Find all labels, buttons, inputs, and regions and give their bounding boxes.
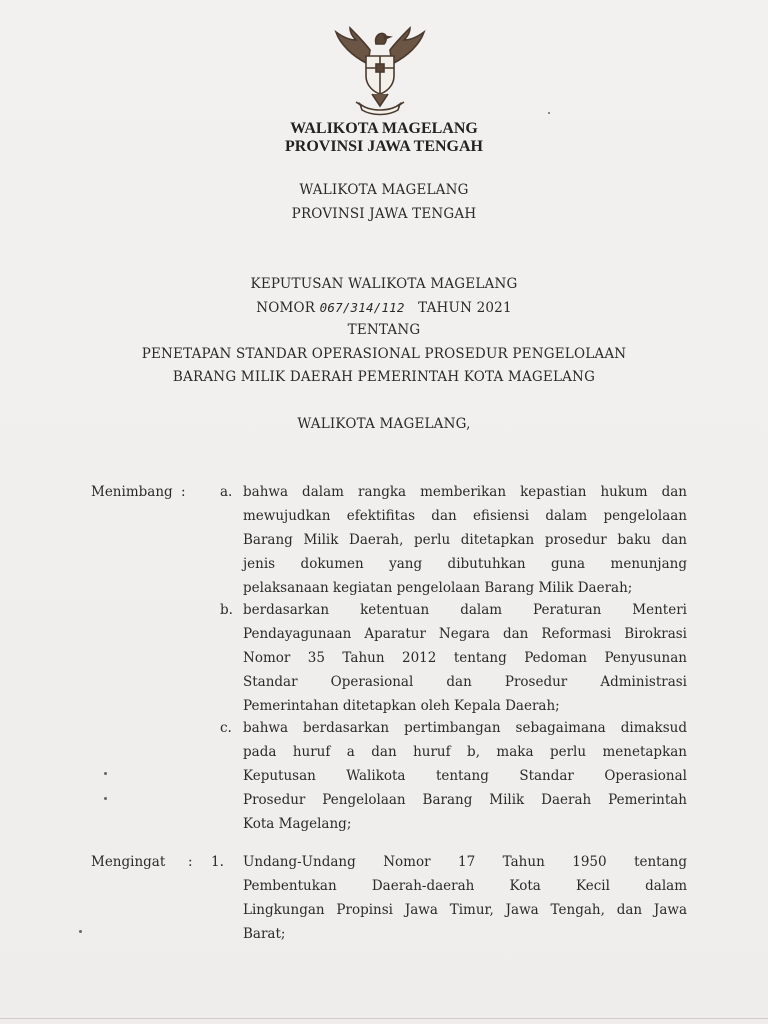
mengingat-label: Mengingat: [91, 854, 166, 870]
item-b-line-4: Standar Operasional dan Prosedur Administrasi: [243, 674, 687, 690]
scan-speck: [104, 797, 107, 800]
nomor-label: NOMOR: [256, 300, 316, 316]
item-b-marker: b.: [220, 602, 233, 618]
tahun-label: TAHUN 2021: [418, 300, 512, 316]
scan-speck: [79, 930, 82, 933]
item-a-line-5: pelaksanaan kegiatan pengelolaan Barang Milik Daerah;: [243, 580, 633, 596]
item-b-line-1: berdasarkan ketentuan dalam Peraturan Menteri: [243, 602, 687, 618]
item-1-marker: 1.: [211, 854, 224, 870]
item-c-line-3: Keputusan Walikota tentang Standar Operasional: [243, 768, 687, 784]
scan-speck: [548, 112, 550, 114]
mengingat-colon: :: [188, 854, 193, 870]
nomor-value: 067/314/112: [319, 300, 405, 315]
decree-subject-1: PENETAPAN STANDAR OPERASIONAL PROSEDUR PENGELOLAAN: [141, 346, 627, 362]
decree-title: KEPUTUSAN WALIKOTA MAGELANG: [250, 276, 518, 292]
item-a-line-1: bahwa dalam rangka memberikan kepastian hukum dan: [243, 484, 687, 500]
item-1-line-4: Barat;: [243, 926, 286, 942]
page-edge-line: [0, 1018, 768, 1019]
item-a-line-3: Barang Milik Daerah, perlu ditetapkan prosedur baku dan: [243, 532, 687, 548]
item-a-marker: a.: [220, 484, 233, 500]
item-c-line-4: Prosedur Pengelolaan Barang Milik Daerah Pemerintah: [243, 792, 687, 808]
item-b-line-3: Nomor 35 Tahun 2012 tentang Pedoman Penyusunan: [243, 650, 687, 666]
menimbang-colon: :: [181, 484, 186, 500]
garuda-emblem-icon: [330, 26, 430, 118]
item-1-line-3: Lingkungan Propinsi Jawa Timur, Jawa Tengah, dan Jawa: [243, 902, 687, 918]
authority-line: WALIKOTA MAGELANG,: [297, 416, 471, 432]
scan-speck: [104, 772, 107, 775]
item-c-line-1: bahwa berdasarkan pertimbangan sebagaimana dimaksud: [243, 720, 687, 736]
tentang-label: TENTANG: [347, 322, 421, 338]
decree-subject-2: BARANG MILIK DAERAH PEMERINTAH KOTA MAGELANG: [172, 369, 596, 385]
item-a-line-2: mewujudkan efektifitas dan efisiensi dalam pengelolaan: [243, 508, 687, 524]
header-title-plain-2: PROVINSI JAWA TENGAH: [291, 206, 477, 222]
header-title-plain-1: WALIKOTA MAGELANG: [299, 182, 469, 198]
item-b-line-5: Pemerintahan ditetapkan oleh Kepala Daerah;: [243, 698, 560, 714]
item-c-line-5: Kota Magelang;: [243, 816, 352, 832]
item-c-marker: c.: [220, 720, 232, 736]
header-title-bold-1: WALIKOTA MAGELANG: [290, 120, 478, 137]
header-title-bold-2: PROVINSI JAWA TENGAH: [285, 138, 483, 155]
menimbang-label: Menimbang: [91, 484, 173, 500]
item-c-line-2: pada huruf a dan huruf b, maka perlu menetapkan: [243, 744, 687, 760]
item-b-line-2: Pendayagunaan Aparatur Negara dan Reformasi Birokrasi: [243, 626, 687, 642]
decree-number-line: [0, 300, 768, 316]
item-a-line-4: jenis dokumen yang dibutuhkan guna menunjang: [243, 556, 687, 572]
item-1-line-2: Pembentukan Daerah-daerah Kota Kecil dalam: [243, 878, 687, 894]
item-1-line-1: Undang-Undang Nomor 17 Tahun 1950 tentang: [243, 854, 687, 870]
